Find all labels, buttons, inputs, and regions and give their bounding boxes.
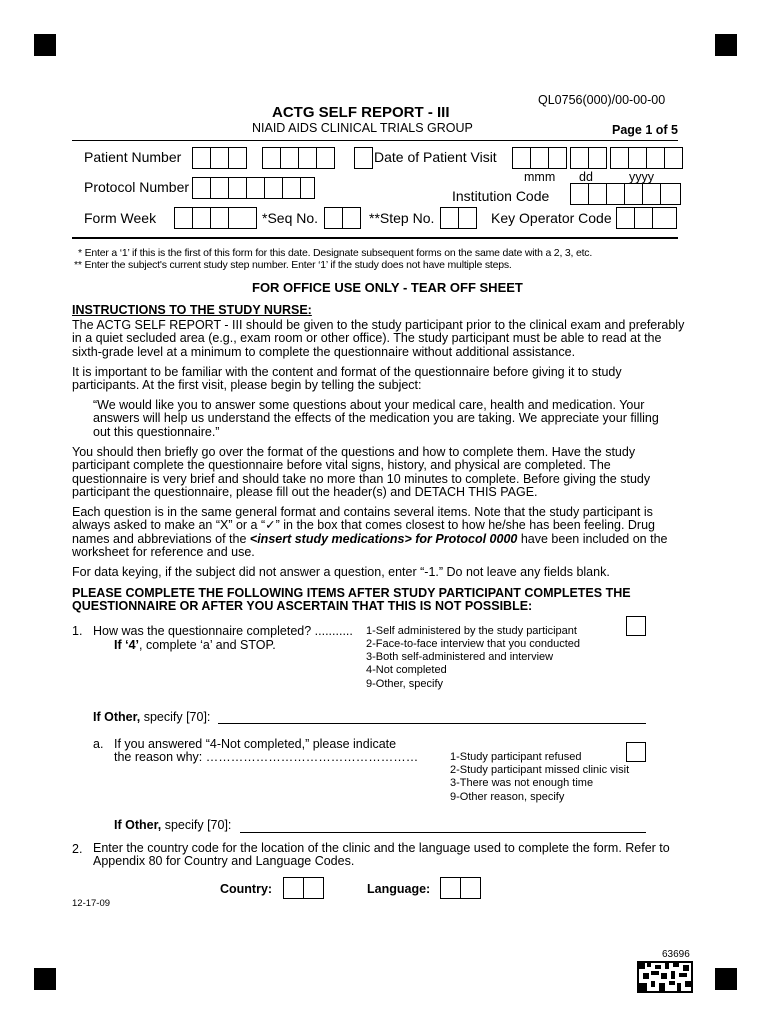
footer-form-number: 63696 (662, 949, 690, 960)
date-of-visit-label: Date of Patient Visit (374, 149, 497, 165)
instructions-paragraph-4: Each question is in the same general format and contains several items. Note that the study participant is always asked to make an “X” or a “✓” in the box that comes closest to how he/she has been feeling. Drug names and abbreviations of the <insert study medications> for Protocol 0000 have been included on the worksheet for reference and use. (72, 505, 668, 559)
month-hint: mmm (524, 170, 556, 184)
complete-items-heading: PLEASE COMPLETE THE FOLLOWING ITEMS AFTER STUDY PARTICIPANT COMPLETES THE QUESTIONNAIRE OR AFTER YOU ASCERTAIN THAT THIS IS NOT POSSIBLE: (72, 586, 631, 614)
key-operator-code-boxes[interactable] (616, 207, 677, 229)
seq-no-label: *Seq No. (262, 210, 319, 226)
seq-footnote: * Enter a ‘1’ if this is the first of this form for this date. Designate subsequent forms on the same date with a 2, 3, etc. (78, 247, 593, 259)
institution-code-boxes[interactable] (570, 183, 681, 205)
instructions-quote: “We would like you to answer some questions about your medical care, health and medication. Your answers will help us understand the effects of the medication you are taking. We appreciate your filling out this questionnaire.” (93, 398, 659, 439)
question-1-text: How was the questionnaire completed? ........... (93, 624, 353, 638)
instructions-paragraph-2: It is important to be familiar with the content and format of the questionnaire before giving it to study participants. At the first visit, please begin by telling the subject: (72, 365, 622, 393)
form-title: ACTG SELF REPORT - III (272, 104, 450, 121)
question-1-option-4: 4-Not completed (366, 664, 447, 676)
question-1-option-2: 2-Face-to-face interview that you conducted (366, 638, 581, 650)
registration-mark-bottom-left (34, 968, 56, 990)
country-label: Country: (220, 882, 273, 896)
year-hint: yyyy (629, 170, 654, 184)
question-1-option-1: 1-Self administered by the study participant (366, 625, 577, 637)
visit-year-boxes[interactable] (610, 147, 683, 169)
form-subtitle: NIAID AIDS CLINICAL TRIALS GROUP (252, 121, 473, 135)
registration-mark-top-right (715, 34, 737, 56)
protocol-number-boxes[interactable] (192, 177, 315, 199)
question-1-option-3: 3-Both self-administered and interview (366, 651, 554, 663)
question-1-answer-box[interactable] (626, 616, 646, 636)
form-code: QL0756(000)/00-00-00 (538, 93, 666, 107)
question-1-option-9: 9-Other, specify (366, 678, 444, 690)
form-week-boxes[interactable] (174, 207, 257, 229)
question-2-text: Enter the country code for the location of the clinic and the language used to complete the form. Refer to Appendix 80 for Country and Language Codes. (93, 841, 670, 869)
question-1a-answer-box[interactable] (626, 742, 646, 762)
language-label: Language: (367, 882, 431, 896)
protocol-number-label: Protocol Number (84, 179, 190, 195)
question-1-other-label: If Other, specify [70]: (93, 710, 211, 724)
page-indicator: Page 1 of 5 (612, 123, 678, 137)
question-1a-label: a. (93, 737, 104, 751)
registration-mark-top-left (34, 34, 56, 56)
question-1a-option-9: 9-Other reason, specify (450, 791, 565, 803)
question-1-number: 1. (72, 624, 83, 638)
barcode-icon (637, 961, 693, 993)
footer-date: 12-17-09 (72, 898, 111, 909)
question-1a-other-line[interactable] (240, 832, 646, 833)
header-divider (72, 140, 678, 141)
question-1a-text-1: If you answered “4-Not completed,” please indicate (114, 737, 397, 751)
instructions-paragraph-1: The ACTG SELF REPORT - III should be given to the study participant prior to the clinical exam and preferably in a quiet secluded area (e.g., exam room or other office). The study participant must be able to read at the sixth-grade level at a minimum to complete the questionnaire without additional assistance. (72, 318, 685, 359)
visit-day-boxes[interactable] (570, 147, 607, 169)
language-code-boxes[interactable] (440, 877, 481, 899)
country-code-boxes[interactable] (283, 877, 324, 899)
question-1-if4-note: If ‘4’, complete ‘a’ and STOP. (114, 638, 276, 652)
key-operator-code-label: Key Operator Code (491, 210, 612, 226)
seq-no-boxes[interactable] (324, 207, 361, 229)
day-hint: dd (579, 170, 593, 184)
step-no-boxes[interactable] (440, 207, 477, 229)
visit-month-boxes[interactable] (512, 147, 567, 169)
step-footnote: ** Enter the subject's current study step number. Enter ‘1’ if the study does not have multiple steps. (74, 259, 512, 271)
step-no-label: **Step No. (369, 210, 435, 226)
question-1a-other-label: If Other, specify [70]: (114, 818, 232, 832)
question-1a-option-1: 1-Study participant refused (450, 751, 582, 763)
fields-divider (72, 237, 678, 239)
form-week-label: Form Week (84, 210, 157, 226)
instructions-paragraph-3: You should then briefly go over the format of the questions and how to complete them. Have the study participant complete the questionnaire before vital signs, history, and physical are completed. The questionnaire is very brief and should take no more than 10 minutes to complete. Before giving the study participant the questionnaire, please fill out the header(s) and DETACH THIS PAGE. (72, 445, 651, 499)
patient-number-label: Patient Number (84, 149, 182, 165)
institution-code-label: Institution Code (452, 188, 550, 204)
question-2-number: 2. (72, 842, 83, 856)
registration-mark-bottom-right (715, 968, 737, 990)
question-1a-option-2: 2-Study participant missed clinic visit (450, 764, 630, 776)
patient-number-boxes-1[interactable] (192, 147, 247, 169)
question-1a-option-3: 3-There was not enough time (450, 777, 594, 789)
instructions-paragraph-5: For data keying, if the subject did not answer a question, enter “-1.” Do not leave any fields blank. (72, 565, 610, 579)
instructions-heading: INSTRUCTIONS TO THE STUDY NURSE: (72, 303, 312, 317)
question-1a-text-2: the reason why: …………………………………………… (114, 750, 419, 764)
question-1-other-line[interactable] (218, 723, 646, 724)
office-use-heading: FOR OFFICE USE ONLY - TEAR OFF SHEET (252, 280, 523, 295)
patient-number-check-box[interactable] (354, 147, 373, 169)
patient-number-boxes-2[interactable] (262, 147, 335, 169)
